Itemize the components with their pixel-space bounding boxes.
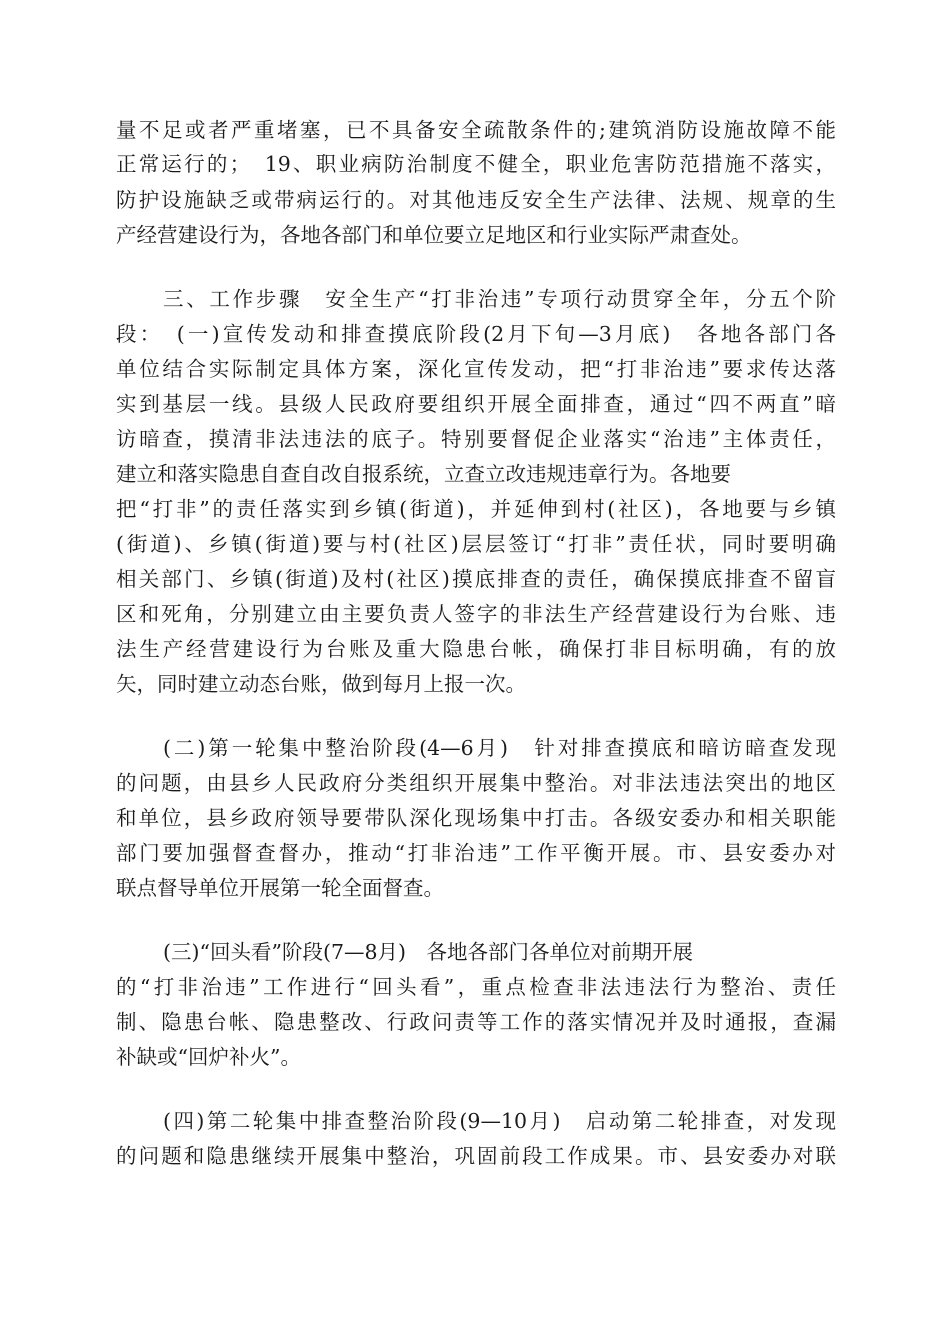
text-line: 访暗查，摸清非法违法的底子。特别要督促企业落实“治违”主体责任， — [116, 427, 836, 451]
text-line: 的问题，由县乡人民政府分类组织开展集中整治。对非法违法突出的地区 — [116, 771, 836, 795]
text-line: 建立和落实隐患自查自改自报系统，立查立改违规违章行为。各地要 — [116, 462, 731, 486]
text-line: 联点督导单位开展第一轮全面督查。 — [116, 876, 444, 900]
text-line: (三)“回头看”阶段(7—8月) 各地各部门各单位对前期开展 — [163, 940, 694, 964]
text-line: 单位结合实际制定具体方案，深化宣传发动，把“打非治违”要求传达落 — [116, 357, 836, 381]
text-line: 的问题和隐患继续开展集中整治，巩固前段工作成果。市、县安委办对联 — [116, 1144, 836, 1168]
text-line: 部门要加强督查督办，推动“打非治违”工作平衡开展。市、县安委办对 — [116, 841, 836, 865]
text-line: 把“打非”的责任落实到乡镇(街道)，并延伸到村(社区)，各地要与乡镇 — [116, 497, 836, 521]
text-line: (街道)、乡镇(街道)要与村(社区)层层签订“打非”责任状，同时要明确 — [116, 532, 836, 556]
text-line: 产经营建设行为，各地各部门和单位要立足地区和行业实际严肃查处。 — [116, 223, 752, 247]
text-line: 矢，同时建立动态台账，做到每月上报一次。 — [116, 672, 526, 696]
text-line: 法生产经营建设行为台账及重大隐患台帐，确保打非目标明确，有的放 — [116, 637, 836, 661]
text-line: 和单位，县乡政府领导要带队深化现场集中打击。各级安委办和相关职能 — [116, 806, 836, 830]
text-line: 段： (一)宣传发动和排查摸底阶段(2月下旬—3月底) 各地各部门各 — [116, 322, 836, 346]
text-line: 三、工作步骤 安全生产“打非治违”专项行动贯穿全年，分五个阶 — [163, 287, 836, 311]
text-line: 量不足或者严重堵塞，已不具备安全疏散条件的;建筑消防设施故障不能 — [116, 118, 836, 142]
text-line: 相关部门、乡镇(街道)及村(社区)摸底排查的责任，确保摸底排查不留盲 — [116, 567, 836, 591]
text-line: 补缺或“回炉补火”。 — [116, 1045, 301, 1069]
text-line: (二)第一轮集中整治阶段(4—6月) 针对排查摸底和暗访暗查发现 — [163, 736, 836, 760]
text-line: 实到基层一线。县级人民政府要组织开展全面排查，通过“四不两直”暗 — [116, 392, 836, 416]
text-line: 防护设施缺乏或带病运行的。对其他违反安全生产法律、法规、规章的生 — [116, 188, 836, 212]
text-line: (四)第二轮集中排查整治阶段(9—10月) 启动第二轮排查，对发现 — [163, 1109, 836, 1133]
text-line: 正常运行的； 19、职业病防治制度不健全，职业危害防范措施不落实， — [116, 152, 836, 176]
text-line: 制、隐患台帐、隐患整改、行政问责等工作的落实情况并及时通报，查漏 — [116, 1010, 836, 1034]
text-line: 区和死角，分别建立由主要负责人签字的非法生产经营建设行为台账、违 — [116, 602, 836, 626]
text-line: 的“打非治违”工作进行“回头看”，重点检查非法违法行为整治、责任 — [116, 975, 836, 999]
